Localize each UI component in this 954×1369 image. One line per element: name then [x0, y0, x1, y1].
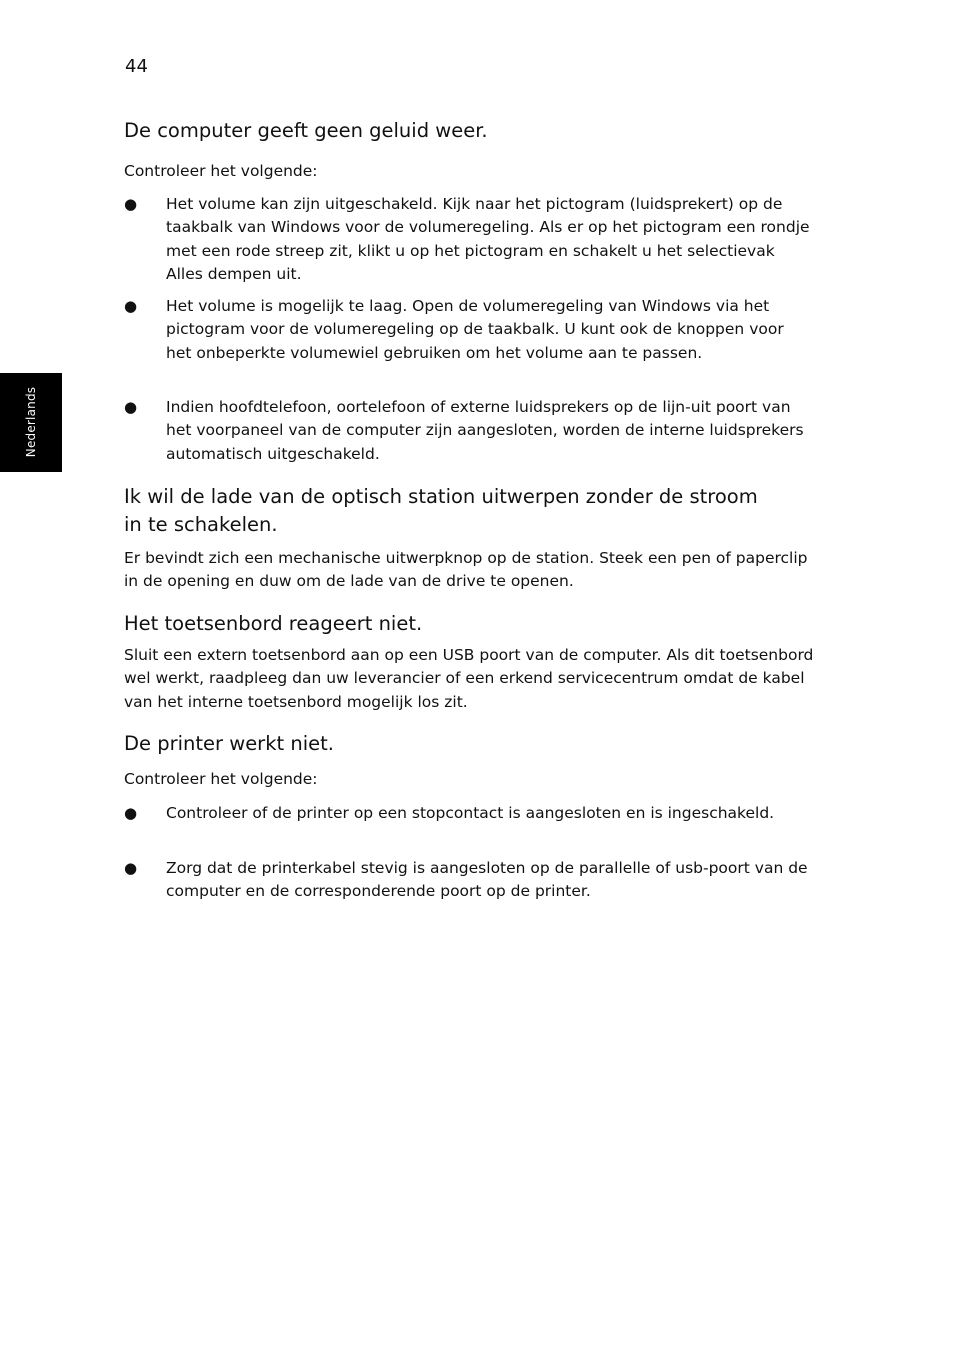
ui-term-mute-all: Alles dempen [166, 264, 272, 283]
heading-keyboard: Het toetsenbord reageert niet. [124, 612, 423, 635]
intro-no-sound: Controleer het volgende: [124, 162, 318, 180]
page-number: 44 [125, 56, 148, 77]
body-keyboard: Sluit een extern toetsenbord aan op een USB poort van de computer. Als dit toetsenbord wel werkt, raadpleeg dan uw leverancier of een erkend servicecentrum omdat de kabel van het interne toetsenbord mogelijk los zit. [124, 646, 814, 711]
bullet-icon: ● [124, 804, 138, 822]
heading-printer: De printer werkt niet. [124, 732, 334, 755]
list-item-text [166, 193, 814, 286]
side-tab-label: Nederlands [24, 386, 38, 458]
list-item-text: Indien hoofdtelefoon, oortelefoon of externe luidsprekers op de lijn-uit poort van het voorpaneel van de computer zijn aangesloten, worden de interne luidsprekers automatisch uitgeschakeld. [166, 398, 804, 463]
heading-no-sound: De computer geeft geen geluid weer. [124, 119, 488, 142]
intro-printer: Controleer het volgende: [124, 770, 318, 788]
language-side-tab [0, 373, 62, 472]
bullet-icon: ● [124, 859, 138, 877]
list-item-text-after: uit. [271, 264, 302, 283]
body-eject-drive: Er bevindt zich een mechanische uitwerpknop op de station. Steek een pen of paperclip in de opening en duw om de lade van de drive te openen. [124, 549, 808, 591]
bullet-icon: ● [124, 398, 138, 416]
list-item-text-before: Het volume kan zijn uitgeschakeld. Kijk naar het pictogram (luidsprekert) op de taakbalk van Windows voor de volumeregeling. Als er op het pictogram een rondje met een rode streep zit, klikt u op het pictogram en schakelt u het selectievak [166, 195, 810, 260]
list-item-text: Het volume is mogelijk te laag. Open de volumeregeling van Windows via het pictogram voor de volumeregeling op de taakbalk. U kunt ook de knoppen voor het onbeperkte volumewiel gebruiken om het volume aan te passen. [166, 297, 784, 362]
list-item-text: Controleer of de printer op een stopcontact is aangesloten en is ingeschakeld. [166, 804, 775, 822]
heading-eject-drive: Ik wil de lade van de optisch station uitwerpen zonder de stroom in te schakelen. [124, 485, 758, 536]
bullet-icon: ● [124, 297, 138, 315]
bullet-icon: ● [124, 195, 138, 213]
list-item-text: Zorg dat de printerkabel stevig is aangesloten op de parallelle of usb-poort van de computer en de corresponderende poort op de printer. [166, 859, 808, 901]
